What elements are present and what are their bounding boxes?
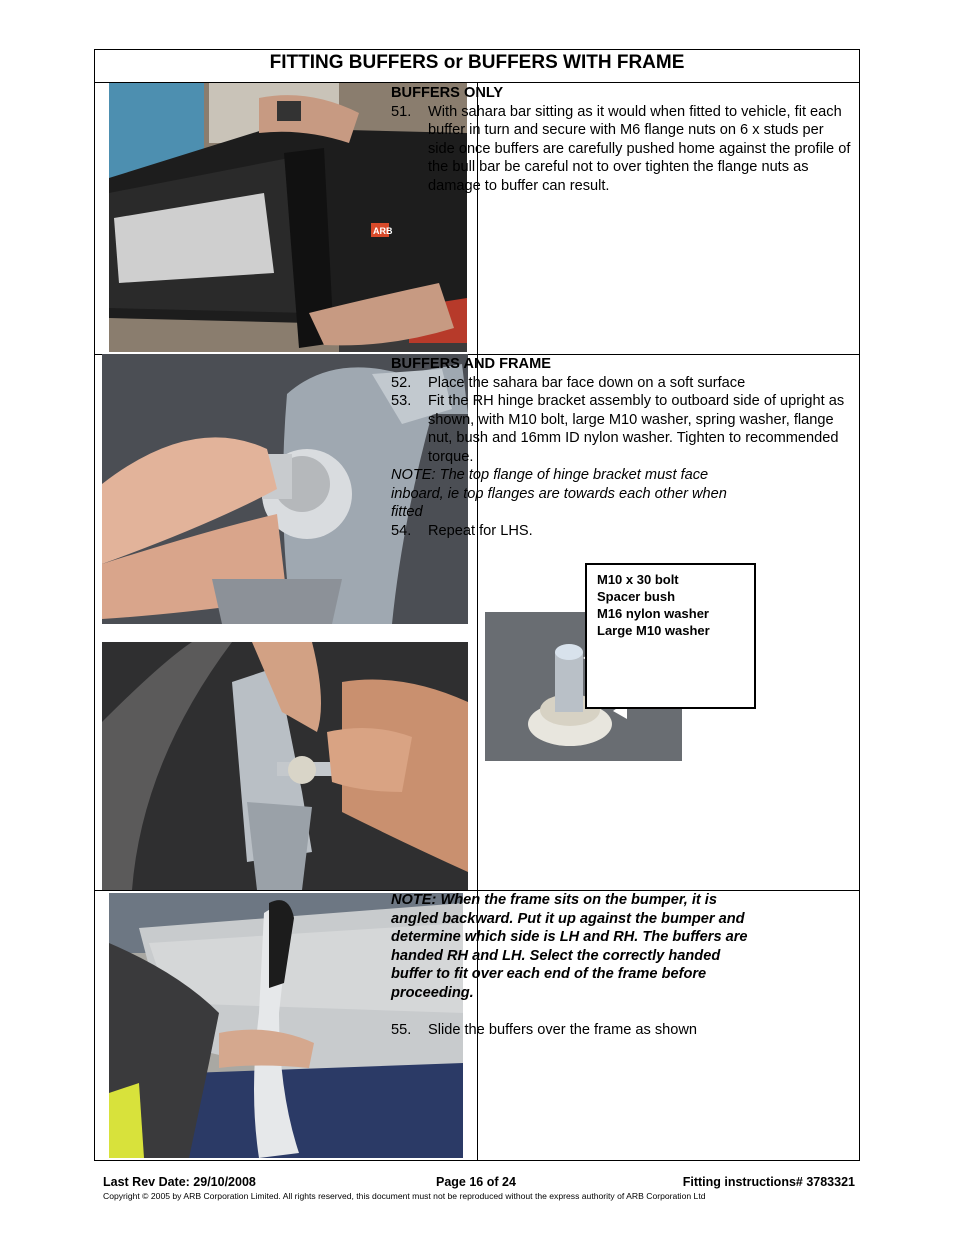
step-text: Repeat for LHS. (428, 522, 533, 539)
page-number: Page 16 of 24 (436, 1175, 516, 1189)
callout-label-box (585, 563, 756, 709)
step-text: With sahara bar sitting as it would when fitted to vehicle, fit each buffer in turn and secure with M6 flange nuts on 6 x studs per side once buffers are carefully pushed home against the profile of the bull bar be careful not to over tighten the flange nuts as damage to buffer can result. (428, 103, 851, 194)
step-text: Fit the RH hinge bracket assembly to outboard side of upright as shown, with M10 bolt, large M10 washer, spring washer, flange nut, bush and 16mm ID nylon washer. Tighten to recommended torque. (428, 393, 845, 465)
label-bolt: M10 x 30 bolt (597, 572, 679, 587)
section-heading: BUFFERS AND FRAME (391, 356, 551, 372)
step-text: Slide the buffers over the frame as shown (428, 1021, 698, 1038)
step-55 (391, 1021, 759, 1040)
frame-note: NOTE: When the frame sits on the bumper, it is angled backward. Put it up against the bumper and determine which side is LH and RH. The buffers are handed RH and LH. Select the correctly handed buffer to fit over each end of the frame before proceeding. (391, 892, 748, 1001)
step-number: 55. (391, 1021, 412, 1038)
section-heading: BUFFERS ONLY (391, 85, 504, 101)
photo-logo: ARB (373, 226, 393, 236)
section-buffers-only (391, 84, 853, 195)
label-large-washer: Large M10 washer (597, 623, 710, 638)
rev-date: Last Rev Date: 29/10/2008 (103, 1175, 256, 1189)
instructions-number: Fitting instructions# 3783321 (682, 1175, 855, 1189)
step-number: 51. (391, 103, 412, 120)
copyright-notice: Copyright © 2005 by ARB Corporation Limited. All rights reserved, this document must not be reproduced without the express authority of ARB Corporation Ltd (103, 1191, 706, 1201)
step-number: 54. (391, 522, 412, 539)
step-53 (391, 392, 853, 466)
step-51 (391, 103, 853, 196)
step-text: Place the sahara bar face down on a soft surface (428, 374, 746, 391)
step-number: 52. (391, 374, 412, 391)
section-buffers-and-frame (391, 355, 853, 540)
label-nylon-washer: M16 nylon washer (597, 606, 709, 621)
step-52 (391, 374, 853, 393)
step-54 (391, 522, 853, 541)
section-frame-note (391, 891, 759, 1039)
hinge-note: NOTE: The top flange of hinge bracket must face inboard, ie top flanges are towards each other when fitted (391, 467, 727, 520)
step-number: 53. (391, 393, 412, 409)
photo-tightening-nut (102, 642, 468, 890)
label-spacer-bush: Spacer bush (597, 589, 676, 604)
page-title: FITTING BUFFERS or BUFFERS WITH FRAME (95, 50, 859, 83)
